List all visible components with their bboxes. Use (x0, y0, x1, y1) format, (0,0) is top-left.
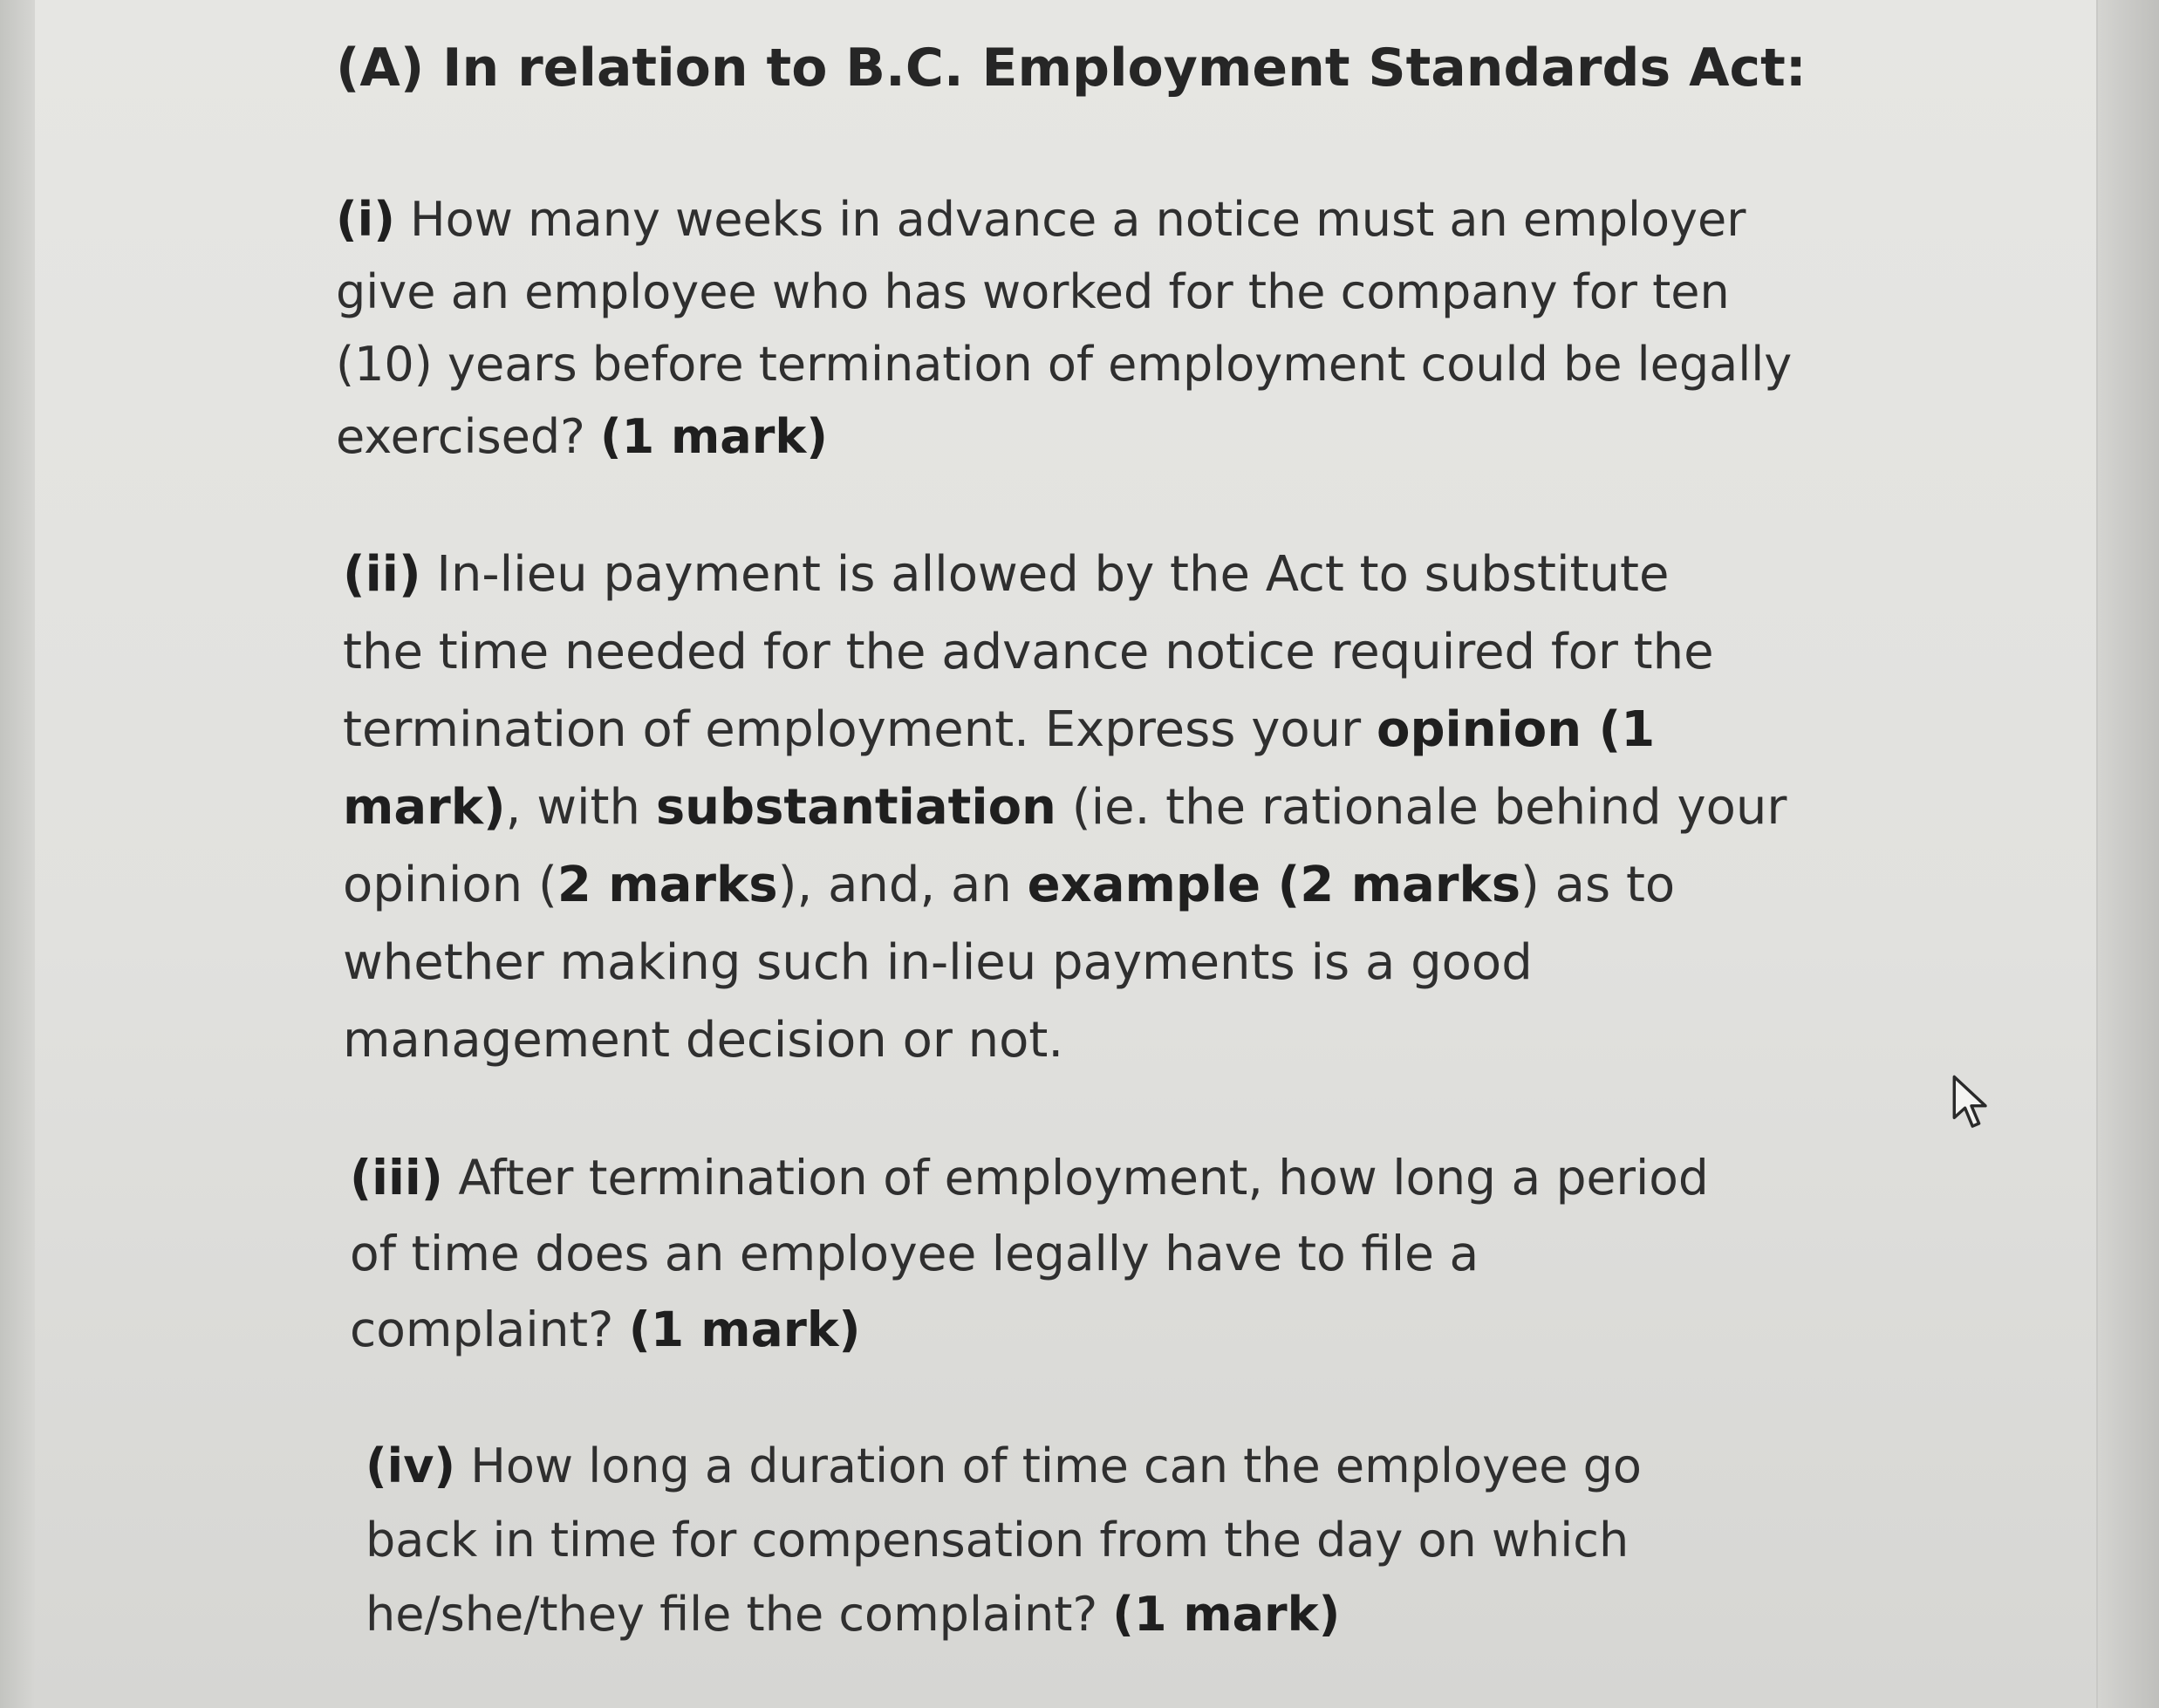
mark-value: (1 mark) (599, 409, 828, 464)
question-text: How long a duration of time can the employee go (470, 1438, 1642, 1493)
question-text: , with (505, 779, 656, 836)
question-text: How many weeks in advance a notice must an employer (410, 192, 1746, 247)
left-edge (0, 0, 35, 1708)
mark-value: (1 mark) (1112, 1587, 1341, 1642)
question-label: (iv) (366, 1438, 456, 1493)
question-text: (10) years before termination of employment could be legally (336, 337, 1793, 392)
right-edge (2096, 0, 2159, 1708)
emphasis-text: substantiation (655, 779, 1056, 836)
question-iv (336, 1429, 1932, 1651)
question-i (336, 183, 1932, 473)
question-label: (ii) (343, 546, 421, 603)
question-text: he/she/they file the complaint? (366, 1587, 1098, 1642)
document-page (35, 0, 2098, 1708)
question-text: whether making such in-lieu payments is a good (343, 934, 1533, 991)
question-text: ) as to (1520, 857, 1676, 913)
question-block (336, 24, 1932, 1651)
question-label: (iii) (350, 1150, 443, 1206)
question-text: give an employee who has worked for the company for ten (336, 264, 1730, 319)
section-heading: (A) In relation to B.C. Employment Standards Act: (336, 38, 1807, 99)
question-text: termination of employment. Express your (343, 701, 1377, 758)
question-text: management decision or not. (343, 1012, 1064, 1069)
question-text: ), and, an (777, 857, 1028, 913)
question-label: (i) (336, 192, 395, 247)
question-text: In-lieu payment is allowed by the Act to substitute (436, 546, 1670, 603)
emphasis-text: 2 marks (557, 857, 778, 913)
question-text: After termination of employment, how long a period (458, 1150, 1709, 1206)
emphasis-text: mark) (343, 779, 506, 836)
question-text: (ie. the rationale behind your (1056, 779, 1787, 836)
question-text: the time needed for the advance notice required for the (343, 624, 1714, 680)
emphasis-text: example (2 marks (1027, 857, 1521, 913)
question-text: of time does an employee legally have to file a (350, 1226, 1479, 1281)
question-text: exercised? (336, 409, 585, 464)
emphasis-text: opinion (1 (1376, 701, 1656, 758)
question-text: opinion ( (343, 857, 557, 913)
question-text: back in time for compensation from the day on which (366, 1513, 1629, 1568)
mark-value: (1 mark) (628, 1301, 861, 1357)
question-iii (336, 1140, 1932, 1368)
question-text: complaint? (350, 1301, 614, 1357)
mouse-pointer-icon (1950, 1075, 1993, 1131)
question-ii (336, 536, 1932, 1079)
